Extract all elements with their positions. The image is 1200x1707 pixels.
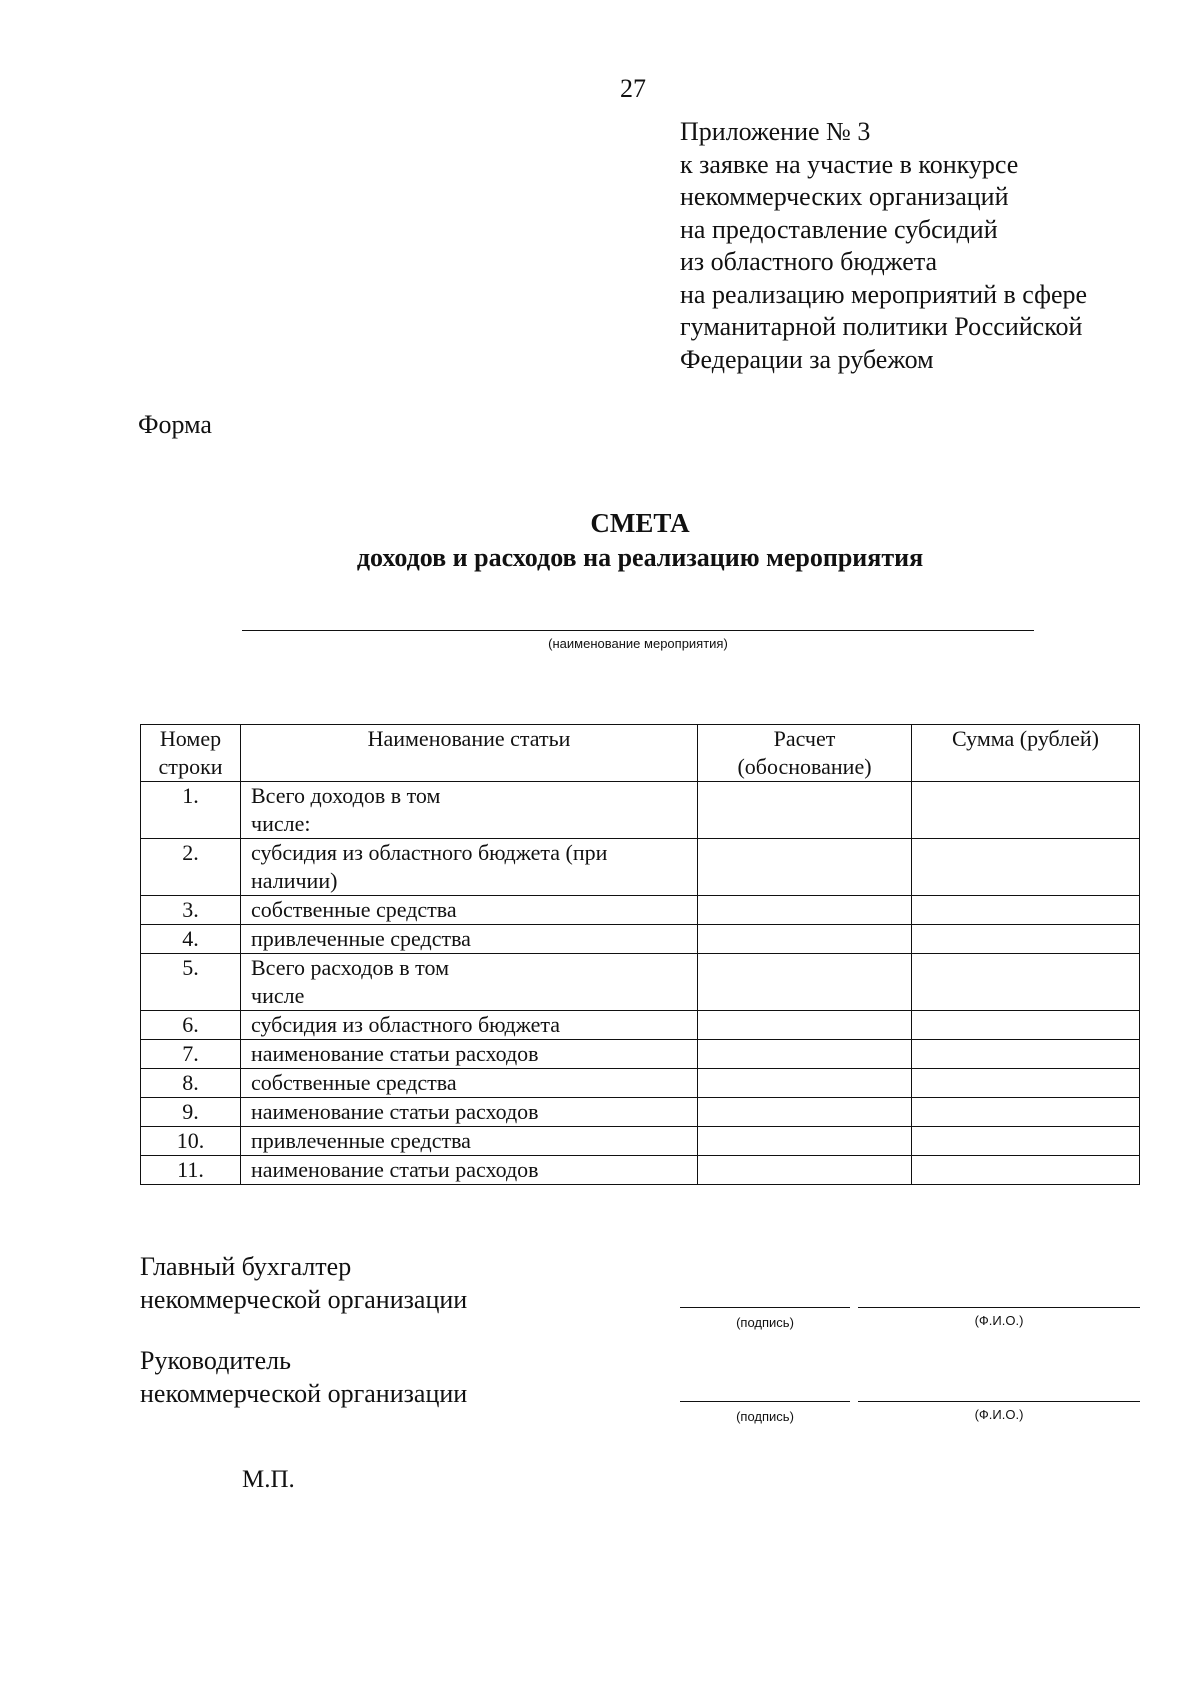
table-row [141,1069,1140,1098]
row-sum-cell[interactable] [912,1156,1140,1185]
appendix-line: Федерации за рубежом [680,344,934,374]
row-sum-cell[interactable] [912,954,1140,1011]
row-item-name: собственные средства [241,896,698,925]
appendix-header [680,116,1087,376]
row-sum-cell[interactable] [912,1069,1140,1098]
table-row [141,1127,1140,1156]
row-number: 4. [141,925,241,954]
appendix-line: из областного бюджета [680,247,938,276]
table-row [141,782,1140,839]
column-header-name: Наименование статьи [241,725,698,782]
row-sum-cell[interactable] [912,1127,1140,1156]
chief-accountant-name-line[interactable] [858,1307,1140,1308]
column-header-calculation: Расчет (обоснование) [698,725,912,782]
event-name-caption: (наименование мероприятия) [548,636,728,651]
row-sum-cell[interactable] [912,1098,1140,1127]
table-header-row [141,725,1140,782]
full-name-caption: (Ф.И.О.) [974,1313,1024,1328]
row-calculation-cell[interactable] [698,1040,912,1069]
row-calculation-cell[interactable] [698,954,912,1011]
row-item-name: наименование статьи расходов [241,1098,698,1127]
column-header-sum: Сумма (рублей) [912,725,1140,782]
table-row [141,1040,1140,1069]
row-number: 2. [141,839,241,896]
row-item-name: привлеченные средства [241,925,698,954]
appendix-line: на реализацию мероприятий в сфере [680,279,1088,309]
table-row [141,954,1140,1011]
appendix-line: к заявке на участие в конкурсе [680,149,1019,179]
row-calculation-cell[interactable] [698,839,912,896]
row-item-name: Всего расходов в том числе [241,954,698,1011]
signature-role-line: некоммерческой организации [140,1379,468,1408]
signature-caption: (подпись) [736,1315,794,1330]
table-row [141,896,1140,925]
row-number: 11. [141,1156,241,1185]
row-item-name: наименование статьи расходов [241,1156,698,1185]
row-item-name: привлеченные средства [241,1127,698,1156]
head-of-organization-label [140,1344,467,1410]
table-row [141,925,1140,954]
row-number: 9. [141,1098,241,1127]
head-signature-line[interactable] [680,1401,850,1402]
table-row [141,839,1140,896]
appendix-line: Приложение № 3 [680,117,871,146]
row-sum-cell[interactable] [912,896,1140,925]
row-sum-cell[interactable] [912,782,1140,839]
row-number: 5. [141,954,241,1011]
row-calculation-cell[interactable] [698,1098,912,1127]
row-number: 10. [141,1127,241,1156]
page-number: 27 [620,74,646,103]
event-name-line[interactable] [242,630,1034,631]
row-sum-cell[interactable] [912,1040,1140,1069]
row-number: 8. [141,1069,241,1098]
row-calculation-cell[interactable] [698,1156,912,1185]
row-calculation-cell[interactable] [698,1127,912,1156]
signature-caption: (подпись) [736,1409,794,1424]
head-name-line[interactable] [858,1401,1140,1402]
row-calculation-cell[interactable] [698,782,912,839]
row-item-name: субсидия из областного бюджета [241,1011,698,1040]
row-number: 6. [141,1011,241,1040]
appendix-line: некоммерческих организаций [680,182,1009,211]
table-row [141,1156,1140,1185]
stamp-placeholder: М.П. [242,1466,295,1493]
row-sum-cell[interactable] [912,1011,1140,1040]
table-row [141,1011,1140,1040]
chief-accountant-label [140,1250,467,1316]
row-sum-cell[interactable] [912,839,1140,896]
row-item-name: субсидия из областного бюджета (при наличии) [241,839,698,896]
appendix-line: на предоставление субсидий [680,214,998,244]
row-calculation-cell[interactable] [698,1011,912,1040]
signature-role-line: Главный бухгалтер [140,1252,352,1281]
row-number: 1. [141,782,241,839]
column-header-number: Номер строки [141,725,241,782]
signature-role-line: некоммерческой организации [140,1285,468,1314]
row-item-name: Всего доходов в том числе: [241,782,698,839]
row-number: 7. [141,1040,241,1069]
row-calculation-cell[interactable] [698,1069,912,1098]
row-calculation-cell[interactable] [698,896,912,925]
row-number: 3. [141,896,241,925]
appendix-line: гуманитарной политики Российской [680,312,1083,341]
row-sum-cell[interactable] [912,925,1140,954]
row-item-name: собственные средства [241,1069,698,1098]
row-item-name: наименование статьи расходов [241,1040,698,1069]
estimate-table [140,724,1140,1185]
signature-role-line: Руководитель [140,1346,291,1375]
document-title: СМЕТА [590,508,690,538]
full-name-caption: (Ф.И.О.) [974,1407,1024,1422]
document-subtitle: доходов и расходов на реализацию мероприятия [356,543,924,572]
chief-accountant-signature-line[interactable] [680,1307,850,1308]
row-calculation-cell[interactable] [698,925,912,954]
form-label: Форма [138,410,212,439]
table-row [141,1098,1140,1127]
